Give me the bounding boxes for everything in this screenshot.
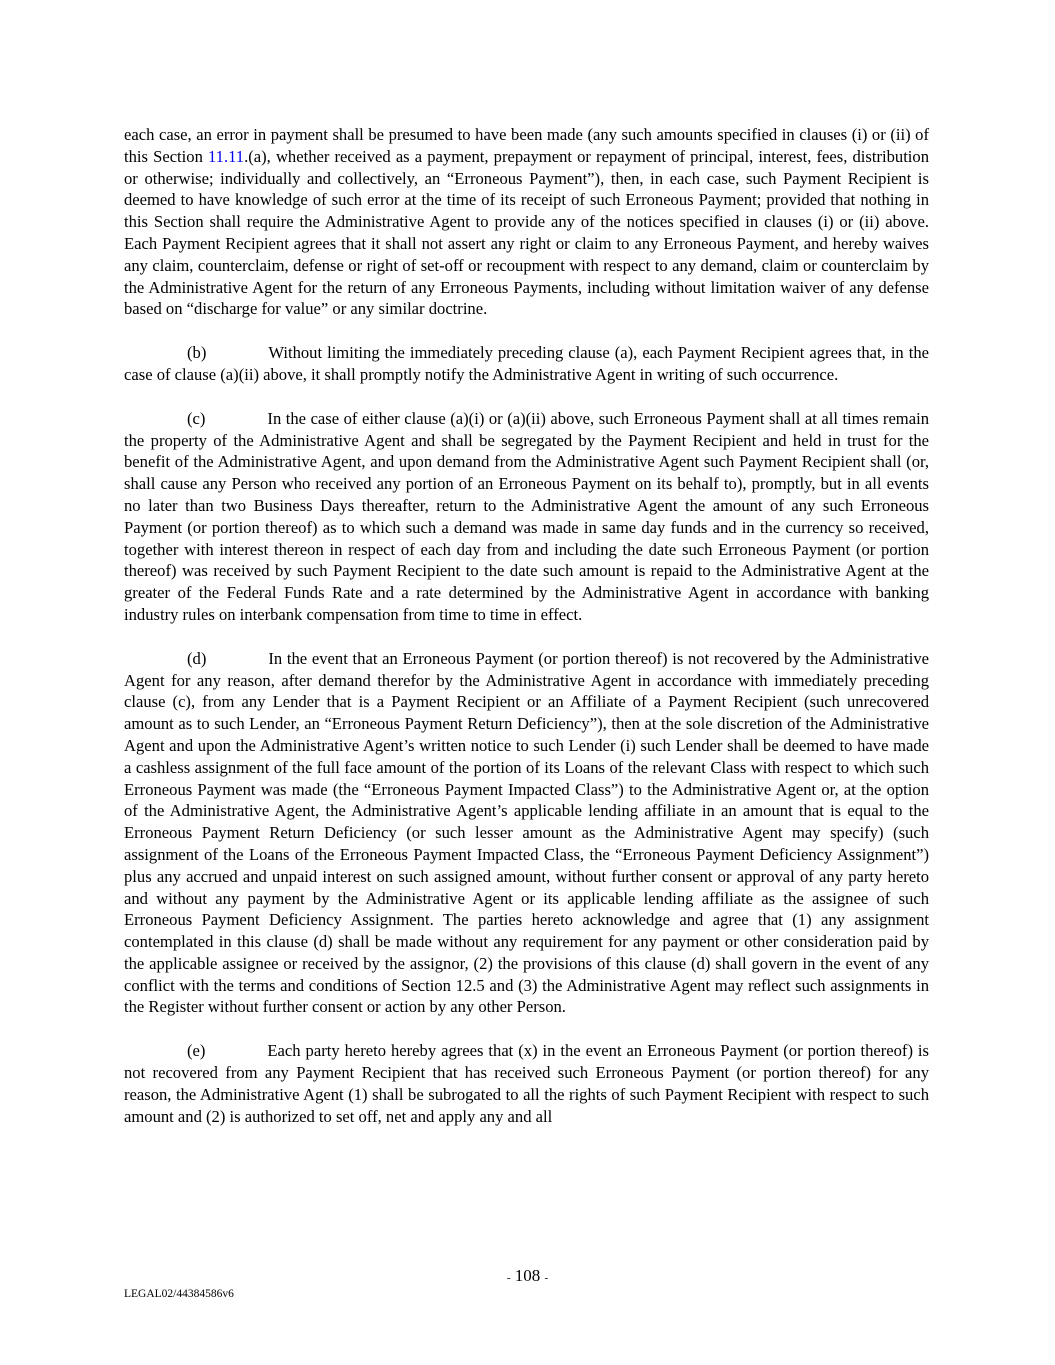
- clause-e-label: (e): [187, 1041, 206, 1061]
- paragraph-continuation-part1: each case, an error in payment shall be presumed to have been made (any such amounts specified in clauses (i) or (ii) of this Section: [124, 125, 929, 166]
- clause-d-text: In the event that an Erroneous Payment (or portion thereof) is not recovered by the Administrative Agent for any reason, after demand therefor by the Administrative Agent in accordance with immediately preceding clause (c), from any Lender that is a Payment Recipient or an Affiliate of a Payment Recipient (such unrecovered amount as to such Lender, an “Erroneous Payment Return Deficiency”), then at the sole discretion of the Administrative Agent and upon the Administrative Agent’s written notice to such Lender (i) such Lender shall be deemed to have made a cashless assignment of the full face amount of the portion of its Loans of the relevant Class with respect to which such Erroneous Payment was made (the “Erroneous Payment Impacted Class”) to the Administrative Agent or, at the option of the Administrative Agent, the Administrative Agent’s applicable lending affiliate in an amount that is equal to the Erroneous Payment Return Deficiency (or such lesser amount as the Administrative Agent may specify) (such assignment of the Loans of the Erroneous Payment Impacted Class, the “Erroneous Payment Deficiency Assignment”) plus any accrued and unpaid interest on such assigned amount, without further consent or approval of any party hereto and without any payment by the Administrative Agent or its applicable lending affiliate as the assignee of such Erroneous Payment Deficiency Assignment. The parties hereto acknowledge and agree that (1) any assignment contemplated in this clause (d) shall be made without any requirement for any payment or other consideration paid by the applicable assignee or received by the assignor, (2) the provisions of this clause (d) shall govern in the event of any conflict with the terms and conditions of Section 12.5 and (3) the Administrative Agent may reflect such assignments in the Register without further consent or action by any other Person.: [124, 648, 929, 1017]
- page-number: [0, 1266, 1055, 1286]
- clause-b-label: (b): [187, 343, 207, 363]
- page-number-dash-left: -: [506, 1272, 511, 1284]
- clause-e: [124, 1040, 929, 1127]
- document-id: LEGAL02/44384586v6: [124, 1288, 234, 1300]
- clause-b: [124, 342, 929, 386]
- page-number-dash-right: -: [544, 1272, 549, 1284]
- page-number-value: 108: [514, 1266, 541, 1285]
- section-cross-reference-link[interactable]: 11.11: [208, 146, 245, 166]
- clause-b-text: Without limiting the immediately preceding clause (a), each Payment Recipient agrees that, in the case of clause (a)(ii) above, it shall promptly notify the Administrative Agent in writing of such occurrence.: [124, 343, 929, 384]
- clause-d-label: (d): [187, 648, 207, 668]
- clause-d: [124, 648, 929, 1019]
- clause-c-text: In the case of either clause (a)(i) or (a)(ii) above, such Erroneous Payment shall at all times remain the property of the Administrative Agent and shall be segregated by the Payment Recipient and held in trust for the benefit of the Administrative Agent, and upon demand from the Administrative Agent such Payment Recipient shall (or, shall cause any Person who received any portion of an Erroneous Payment on its behalf to), promptly, but in all events no later than two Business Days thereafter, return to the Administrative Agent the amount of any such Erroneous Payment (or portion thereof) as to which such a demand was made in same day funds and in the currency so received, together with interest thereon in respect of each day from and including the date such Erroneous Payment (or portion thereof) was received by such Payment Recipient to the date such amount is repaid to the Administrative Agent at the greater of the Federal Funds Rate and a rate determined by the Administrative Agent in accordance with banking industry rules on interbank compensation from time to time in effect.: [124, 408, 929, 624]
- paragraph-continuation-part2: .(a), whether received as a payment, prepayment or repayment of principal, interest, fees, distribution or otherwise; individually and collectively, an “Erroneous Payment”), then, in each case, such Payment Recipient is deemed to have knowledge of such error at the time of its receipt of such Erroneous Payment; provided that nothing in this Section shall require the Administrative Agent to provide any of the notices specified in clauses (i) or (ii) above. Each Payment Recipient agrees that it shall not assert any right or claim to any Erroneous Payment, and hereby waives any claim, counterclaim, defense or right of set-off or recoupment with respect to any demand, claim or counterclaim by the Administrative Agent for the return of any Erroneous Payments, including without limitation waiver of any defense based on “discharge for value” or any similar doctrine.: [124, 146, 930, 319]
- clause-c: [124, 408, 929, 626]
- paragraph-continuation: [124, 124, 929, 320]
- clause-c-label: (c): [187, 408, 206, 428]
- clause-e-text: Each party hereto hereby agrees that (x) in the event an Erroneous Payment (or portion thereof) is not recovered from any Payment Recipient that has received such Erroneous Payment (or portion thereof) for any reason, the Administrative Agent (1) shall be subrogated to all the rights of such Payment Recipient with respect to such amount and (2) is authorized to set off, net and apply any and all: [124, 1041, 929, 1126]
- document-body: [124, 124, 929, 1149]
